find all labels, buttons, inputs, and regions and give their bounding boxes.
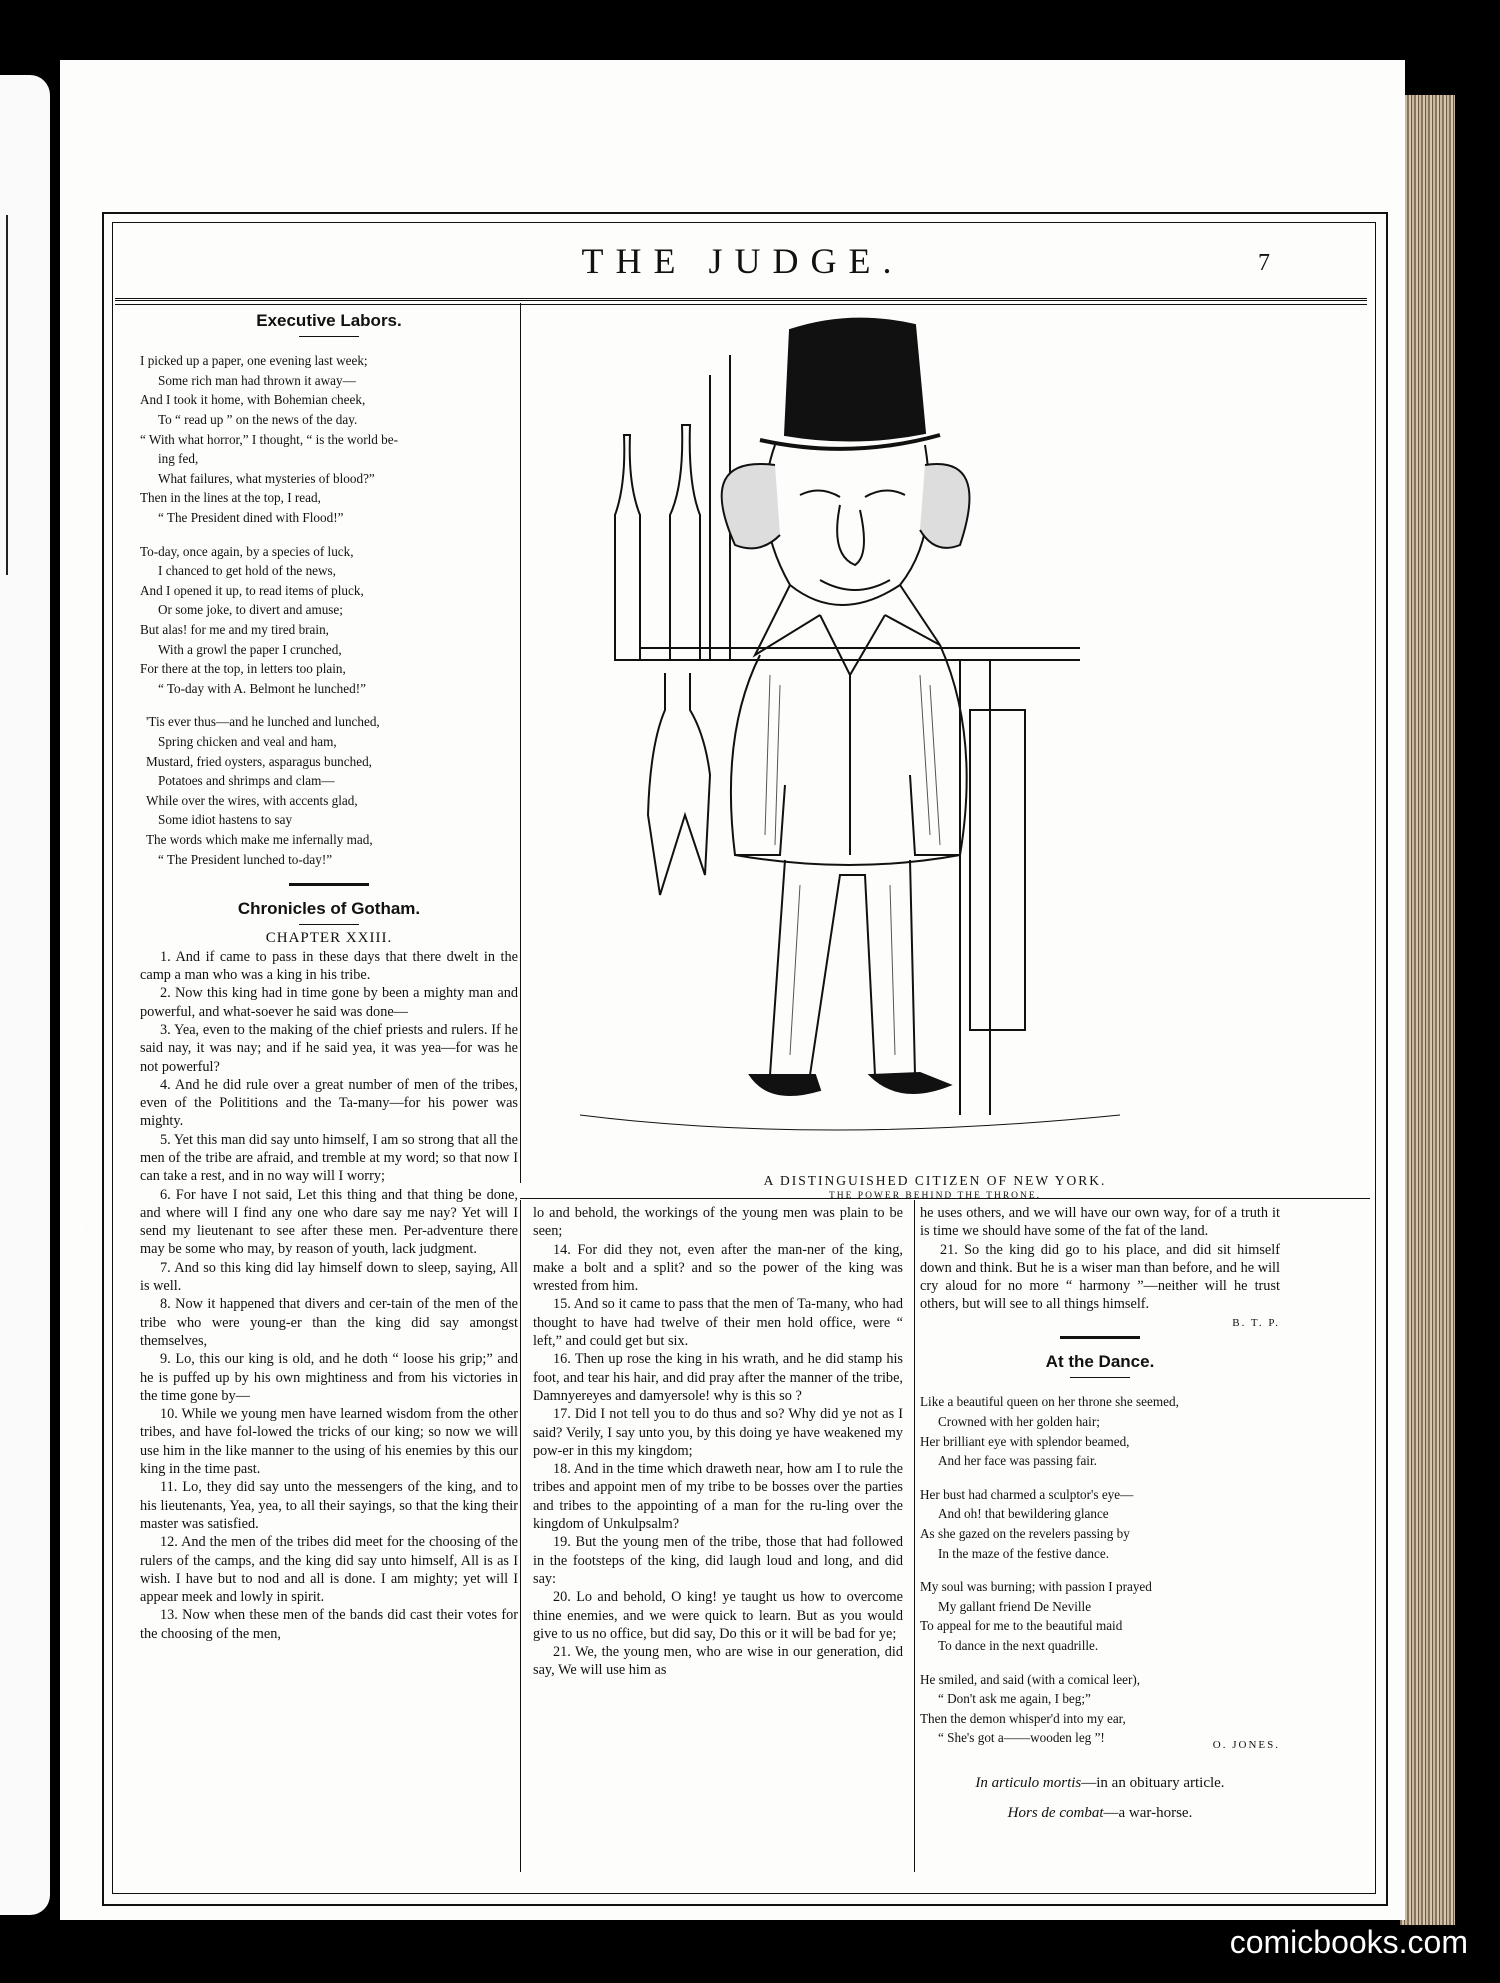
poem-line: While over the wires, with accents glad, — [146, 792, 358, 808]
poem-line: Potatoes and shrimps and clam— — [158, 773, 335, 789]
caption-subtitle: THE POWER BEHIND THE THRONE. — [828, 1191, 1042, 1201]
poem-line: I picked up a paper, one evening last week; — [140, 353, 368, 369]
poem-line: “ She's got a——wooden leg ”! — [938, 1730, 1105, 1746]
poem-line: “ With what horror,” I thought, “ is the world be- — [140, 431, 398, 447]
trousers — [770, 860, 915, 1075]
poem-line: But alas! for me and my tired brain, — [140, 622, 329, 638]
poem-line: Her brilliant eye with splendor beamed, — [920, 1433, 1130, 1449]
poem-line: “ The President dined with Flood!” — [158, 510, 344, 526]
chronicle-paragraph: he uses others, and we will have our own way, for of a truth it is time we should have some of the fat of the land. — [920, 1205, 1280, 1240]
coat — [731, 645, 967, 855]
masthead-title: THE JUDGE. — [581, 241, 904, 281]
chronicles-signature: B. T. P. — [1232, 1316, 1280, 1329]
column-rule-left-lower — [520, 1200, 521, 1872]
poem-line: Mustard, fried oysters, asparagus bunched, — [146, 753, 372, 769]
aphorism — [920, 1804, 1280, 1822]
chronicle-paragraph: lo and behold, the workings of the young men was plain to be seen; — [533, 1205, 903, 1240]
top-hat — [785, 319, 925, 441]
collar — [755, 585, 940, 655]
poem-line: ing fed, — [158, 451, 199, 467]
column-left — [140, 312, 518, 1643]
chronicle-paragraph: 6. For have I not said, Let this thing and that thing be done, and where will I find any one who dare say me nay? Yet will I send my lieutenant to see after these men. Per-adventure there may be some who may, by reason of youth, lack judgment. — [140, 1186, 518, 1258]
poem-line: With a growl the paper I crunched, — [158, 641, 342, 657]
chronicle-paragraph: 4. And he did rule over a great number of men of the tribes, even of the Polititions and the Ta-many—for his power was mighty. — [140, 1076, 518, 1130]
chronicle-paragraph: 11. Lo, they did say unto the messengers of the king, and to his lieutenants, Yea, yea, to all their sayings, so that the king their master was satisfied. — [140, 1479, 518, 1532]
chronicle-paragraph: 14. For did they not, even after the man-ner of the king, make a bolt and a split? and so the power of the king was wrested from him. — [533, 1241, 903, 1295]
poem-line: Then in the lines at the top, I read, — [140, 490, 321, 506]
poem-line: And oh! that bewildering glance — [938, 1506, 1109, 1522]
chronicle-paragraph: 15. And so it came to pass that the men of Ta-many, who had thought to have had twelve of their men hold office, were “ left,” and could get but six. — [533, 1296, 903, 1350]
aphorism-definition: —a war-horse. — [1103, 1805, 1193, 1822]
chronicle-paragraph: 16. Then up rose the king in his wrath, and he did stamp his foot, and tear his hair, and did pray after the manner of the tribe, Damnyereyes and damyersole! why is this so ? — [533, 1351, 903, 1404]
poem-line: My gallant friend De Neville — [938, 1598, 1092, 1614]
chronicles-title: Chronicles of Gotham. — [237, 899, 421, 919]
chronicles-column-1 — [140, 948, 518, 1643]
chronicle-paragraph: 13. Now when these men of the bands did cast their votes for the choosing of the men, — [140, 1607, 518, 1642]
poem-stanza — [140, 351, 518, 527]
dust-speck — [80, 1225, 84, 1229]
poem-stanza — [140, 712, 518, 869]
chronicle-paragraph: 5. Yet this man did say unto himself, I am so strong that all the men of the tribe are afraid, and tremble at my word; so that now I can take a rest, and in no way will I worry; — [140, 1131, 518, 1185]
poem-line: Then the demon whisper'd into my ear, — [920, 1710, 1126, 1726]
chronicle-paragraph: 10. While we young men have learned wisdom from the other tribes, and have fol-lowed the tricks of our king; so now we will use him in the like manner to the using of his enemies by this our king in the time past. — [140, 1406, 518, 1478]
aphorism-definition: —in an obituary article. — [1081, 1775, 1225, 1792]
poem-line: My soul was burning; with passion I prayed — [920, 1579, 1152, 1595]
poem-line: For there at the top, in letters too plain, — [140, 661, 346, 677]
poem-line: To dance in the next quadrille. — [938, 1637, 1099, 1653]
poem-line: “ The President lunched to-day!” — [158, 851, 333, 867]
title-rule — [1070, 1377, 1130, 1378]
chronicle-paragraph: 21. So the king did go to his place, and did sit himself down and think. But he is a wiser man than before, and he will cry aloud for no more “ harmony ”—neither will he trust others, but will see to all things himself. — [920, 1241, 1280, 1313]
chronicles-column-3 — [920, 1204, 1280, 1314]
poem-line: Some idiot hastens to say — [158, 812, 293, 828]
poem-line: Some rich man had thrown it away— — [158, 372, 356, 388]
column-rule-right-lower — [914, 1200, 915, 1872]
poem-line: To “ read up ” on the news of the day. — [158, 412, 358, 428]
poem-line: To-day, once again, by a species of luck, — [140, 543, 354, 559]
poem-line: What failures, what mysteries of blood?” — [158, 470, 375, 486]
poem-line: Or some joke, to divert and amuse; — [158, 602, 343, 618]
chronicle-paragraph: 17. Did I not tell you to do thus and so? Why did ye not as I said? Verily, I say unto you, by this doing ye have weakened my pow-er in this my kingdom; — [533, 1406, 903, 1459]
poem-line: Crowned with her golden hair; — [938, 1413, 1100, 1429]
poem-line: In the maze of the festive dance. — [938, 1545, 1109, 1561]
shoe-right — [870, 1073, 950, 1093]
executive-labors-poem — [140, 351, 518, 869]
poem-line: 'Tis ever thus—and he lunched and lunched, — [146, 714, 380, 730]
chronicle-paragraph: 21. We, the young men, who are wise in our generation, did say, We will use him as — [533, 1644, 903, 1679]
chronicle-paragraph: 1. And if came to pass in these days that there dwelt in the camp a man who was a king in his tribe. — [140, 948, 518, 984]
chronicle-paragraph: 7. And so this king did lay himself down to sleep, saying, All is well. — [140, 1259, 518, 1295]
poem-stanza — [140, 542, 518, 699]
page-number: 7 — [1258, 250, 1270, 276]
aphorism — [920, 1774, 1280, 1792]
chronicle-paragraph: 18. And in the time which draweth near, how am I to rule the tribes and appoint men of my tribe to be bosses over the parties and tribes to the appointing of a man for the ru-ling over the kingdom of Unkulpsalm? — [533, 1461, 903, 1533]
caricature-illustration — [520, 315, 1125, 1165]
aphorism-term: In articulo mortis — [975, 1775, 1082, 1792]
at-the-dance-title: At the Dance. — [1045, 1352, 1155, 1372]
chronicle-paragraph: 9. Lo, this our king is old, and he doth “ loose his grip;” and he is puffed up by his own mightiness and from his victories in the time gone by— — [140, 1351, 518, 1404]
facing-page-edge — [0, 75, 50, 1915]
chronicle-paragraph: 2. Now this king had in time gone by been a mighty man and powerful, and what-soever he said was done— — [140, 985, 518, 1020]
face — [765, 445, 929, 605]
bottle-right — [670, 425, 700, 660]
poem-line: Like a beautiful queen on her throne she seemed, — [920, 1394, 1179, 1410]
bottle-left — [615, 435, 640, 660]
poem-line: And her face was passing fair. — [938, 1453, 1097, 1469]
aphorisms — [920, 1774, 1280, 1823]
chronicle-paragraph: 8. Now it happened that divers and cer-tain of the men of the tribe who were young-er than the king did say amongst themselves, — [140, 1296, 518, 1349]
chapter-heading: CHAPTER XXIII. — [265, 930, 393, 947]
hanging-towel — [648, 673, 710, 895]
poem-stanza — [920, 1577, 1280, 1655]
chronicle-paragraph: 12. And the men of the tribes did meet for the choosing of the rulers of the camps, and the king did say unto himself, All is as I wish. I have but to nod and all is done. I am mighty; yet will I appear meek and lowly in spirit. — [140, 1534, 518, 1606]
column-right — [920, 1204, 1280, 1823]
right-ear — [920, 464, 969, 548]
poem-line: “ Don't ask me again, I beg;” — [938, 1691, 1091, 1707]
poem-line: I chanced to get hold of the news, — [158, 563, 336, 579]
poem-line: Her bust had charmed a sculptor's eye— — [920, 1486, 1134, 1502]
dance-signature: O. JONES. — [1212, 1738, 1280, 1751]
poem-line: Spring chicken and veal and ham, — [158, 733, 337, 749]
chronicle-paragraph: 20. Lo and behold, O king! ye taught us how to overcome thine enemies, and we were quick to learn. But as you would give to us no office, but did say, Do this or it will be bad for ye; — [533, 1589, 903, 1642]
poem-line: And I took it home, with Bohemian cheek, — [140, 392, 366, 408]
at-the-dance-poem — [920, 1392, 1280, 1748]
poem-line: He smiled, and said (with a comical leer), — [920, 1671, 1141, 1687]
illustration-caption — [520, 1173, 1350, 1201]
book-page-edges — [1400, 95, 1455, 1925]
title-rule — [299, 924, 359, 925]
section-rule — [1060, 1336, 1140, 1339]
chronicle-paragraph: 19. But the young men of the tribe, those that had followed in the footsteps of the king, did laugh loud and long, and did say: — [533, 1534, 903, 1587]
chronicles-column-2 — [533, 1204, 903, 1680]
poem-stanza — [920, 1485, 1280, 1563]
chronicle-paragraph: 3. Yea, even to the making of the chief priests and rulers. If he said nay, it was nay; and if he said yea, it was yea—for was he not powerful? — [140, 1021, 518, 1075]
section-rule — [289, 883, 369, 886]
poem-line: As she gazed on the revelers passing by — [920, 1525, 1130, 1541]
poem-line: To appeal for me to the beautiful maid — [920, 1618, 1123, 1634]
shoe-left — [750, 1075, 820, 1095]
watermark: comicbooks.com — [1229, 1924, 1468, 1960]
executive-labors-title: Executive Labors. — [256, 311, 402, 330]
title-rule — [299, 336, 359, 337]
caption-title: A DISTINGUISHED CITIZEN OF NEW YORK. — [763, 1173, 1107, 1188]
poem-line: And I opened it up, to read items of pluck, — [140, 582, 364, 598]
masthead-rule — [115, 298, 1367, 305]
poem-line: “ To-day with A. Belmont he lunched!” — [158, 680, 366, 696]
left-ear — [722, 464, 780, 548]
aphorism-term: Hors de combat — [1007, 1805, 1104, 1822]
poem-line: The words which make me infernally mad, — [146, 831, 373, 847]
column-middle — [533, 1204, 903, 1680]
poem-stanza — [920, 1392, 1280, 1470]
